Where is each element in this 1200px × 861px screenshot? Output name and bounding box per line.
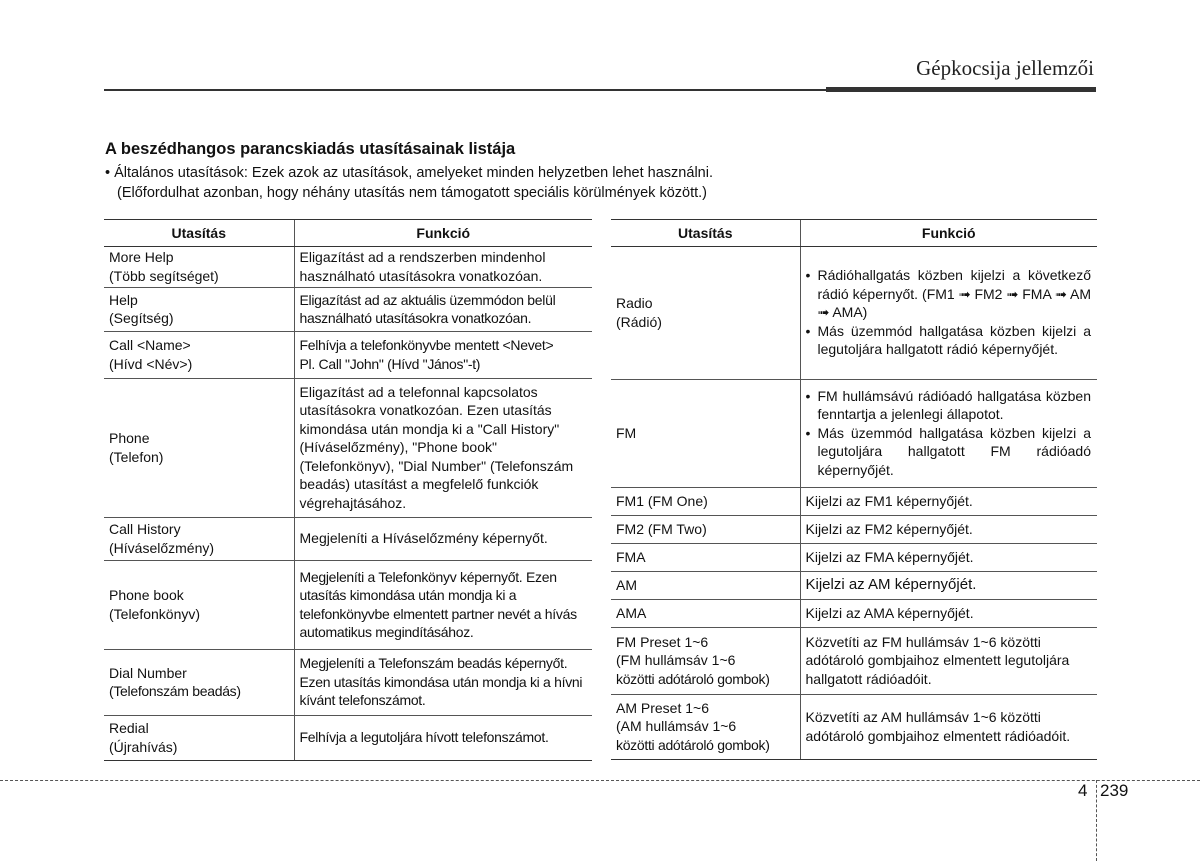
table-row — [611, 628, 1097, 695]
command-cell: More Help (Több segítséget) — [104, 247, 294, 288]
table-row — [611, 695, 1097, 760]
command-cell: Help (Segítség) — [104, 288, 294, 332]
function-cell: Kijelzi az FM1 képernyőjét. — [800, 488, 1097, 516]
function-cell: Felhívja a telefonkönyvbe mentett <Nevet> Pl. Call "John" (Hívd "János"-t) — [294, 332, 592, 379]
table-row — [611, 544, 1097, 572]
column-header-command: Utasítás — [611, 220, 800, 247]
command-table-phone — [104, 219, 592, 761]
function-cell — [800, 380, 1097, 488]
function-cell: Eligazítást ad a telefonnal kapcsolatos utasításokra vonatkozóan. Ezen utasítás kimondása után mondja ki a "Call History" (Híváselőzmény), "Phone book" (Telefonkönyv), "Dial Number" (Telefonszám beadás) utasítást a megfelelő funkciók végrehajtásához. — [294, 379, 592, 518]
table-header-row — [104, 220, 592, 247]
bullet-item: • Rádióhallgatás közben kijelzi a következő rádió képernyőt. (FM1 ➟ FM2 ➟ FMA ➟ AM ➟ AMA) — [805, 267, 1091, 321]
function-cell: Megjeleníti a Híváselőzmény képernyőt. — [294, 518, 592, 561]
intro-line: • Általános utasítások: Ezek azok az utasítások, amelyeket minden helyzetben lehet használni. — [105, 165, 713, 181]
command-cell: Dial Number (Telefonszám beadás) — [104, 650, 294, 716]
function-cell: Eligazítást ad az aktuális üzemmódon belül használható utasításokra vonatkozóan. — [294, 288, 592, 332]
function-cell: Eligazítást ad a rendszerben mindenhol használható utasításokra vonatkozóan. — [294, 247, 592, 288]
column-header-function: Funkció — [294, 220, 592, 247]
command-cell: FM Preset 1~6 (FM hullámsáv 1~6 közötti adótároló gombok) — [611, 628, 800, 695]
column-header-command: Utasítás — [104, 220, 294, 247]
bullet-item: • FM hullámsávú rádióadó hallgatása közben fenntartja a jelenlegi állapotot. — [805, 387, 1091, 423]
command-cell: Call History (Híváselőzmény) — [104, 518, 294, 561]
command-cell: AM Preset 1~6 (AM hullámsáv 1~6 közötti adótároló gombok) — [611, 695, 800, 760]
table-row — [611, 380, 1097, 488]
intro-text — [105, 163, 1005, 203]
table-row — [104, 561, 592, 650]
footer-vertical-divider — [1096, 780, 1097, 861]
function-cell: Közvetíti az FM hullámsáv 1~6 közötti adótároló gombjaihoz elmentett legutoljára hallgatott rádióadóit. — [800, 628, 1097, 695]
table-row — [104, 650, 592, 716]
command-cell: Phone book (Telefonkönyv) — [104, 561, 294, 650]
table-row — [104, 247, 592, 288]
footer-divider — [0, 780, 1200, 781]
function-cell: Közvetíti az AM hullámsáv 1~6 közötti adótároló gombjaihoz elmentett rádióadóit. — [800, 695, 1097, 760]
table-row — [104, 379, 592, 518]
command-cell: FM2 (FM Two) — [611, 516, 800, 544]
table-row — [611, 516, 1097, 544]
function-cell: Megjeleníti a Telefonszám beadás képernyőt. Ezen utasítás kimondása után mondja ki a hívni kívánt telefonszámot. — [294, 650, 592, 716]
table-row — [611, 247, 1097, 380]
bullet-item: • Más üzemmód hallgatása közben kijelzi a legutoljára hallgatott rádió képernyőjét. — [805, 322, 1091, 358]
running-header: Gépkocsija jellemzői — [916, 56, 1094, 80]
command-cell: FM — [611, 380, 800, 488]
function-cell: Felhívja a legutoljára hívott telefonszámot. — [294, 716, 592, 761]
section-title: A beszédhangos parancskiadás utasításainak listája — [105, 140, 516, 158]
function-cell: Kijelzi az AMA képernyőjét. — [800, 600, 1097, 628]
command-cell: AMA — [611, 600, 800, 628]
command-cell: FM1 (FM One) — [611, 488, 800, 516]
command-cell: Radio (Rádió) — [611, 247, 800, 380]
table-row — [104, 518, 592, 561]
table-row — [611, 488, 1097, 516]
function-cell: Kijelzi az FM2 képernyőjét. — [800, 516, 1097, 544]
intro-note: (Előfordulhat azonban, hogy néhány utasítás nem támogatott speciális körülmények között.) — [117, 185, 707, 201]
command-cell: AM — [611, 572, 800, 600]
header-rule-accent — [826, 87, 1096, 92]
page-number: 239 — [1100, 781, 1129, 800]
command-cell: Redial (Újrahívás) — [104, 716, 294, 761]
table-header-row — [611, 220, 1097, 247]
table-row — [611, 572, 1097, 600]
table-row — [104, 332, 592, 379]
table-row — [611, 600, 1097, 628]
chapter-number: 4 — [1078, 781, 1088, 800]
command-table-radio — [611, 219, 1097, 760]
command-cell: Call <Name> (Hívd <Név>) — [104, 332, 294, 379]
command-cell: Phone (Telefon) — [104, 379, 294, 518]
table-row — [104, 716, 592, 761]
command-cell: FMA — [611, 544, 800, 572]
function-cell: Megjeleníti a Telefonkönyv képernyőt. Ezen utasítás kimondása után mondja ki a telefonkönyvbe elmentett partner nevét a hívás automatikus megindításához. — [294, 561, 592, 650]
column-header-function: Funkció — [800, 220, 1097, 247]
table-row — [104, 288, 592, 332]
function-cell: Kijelzi az FMA képernyőjét. — [800, 544, 1097, 572]
function-cell — [800, 247, 1097, 380]
bullet-item: • Más üzemmód hallgatása közben kijelzi a legutoljára hallgatott FM rádióadó képernyőjét. — [805, 424, 1091, 478]
function-cell: Kijelzi az AM képernyőjét. — [800, 572, 1097, 600]
